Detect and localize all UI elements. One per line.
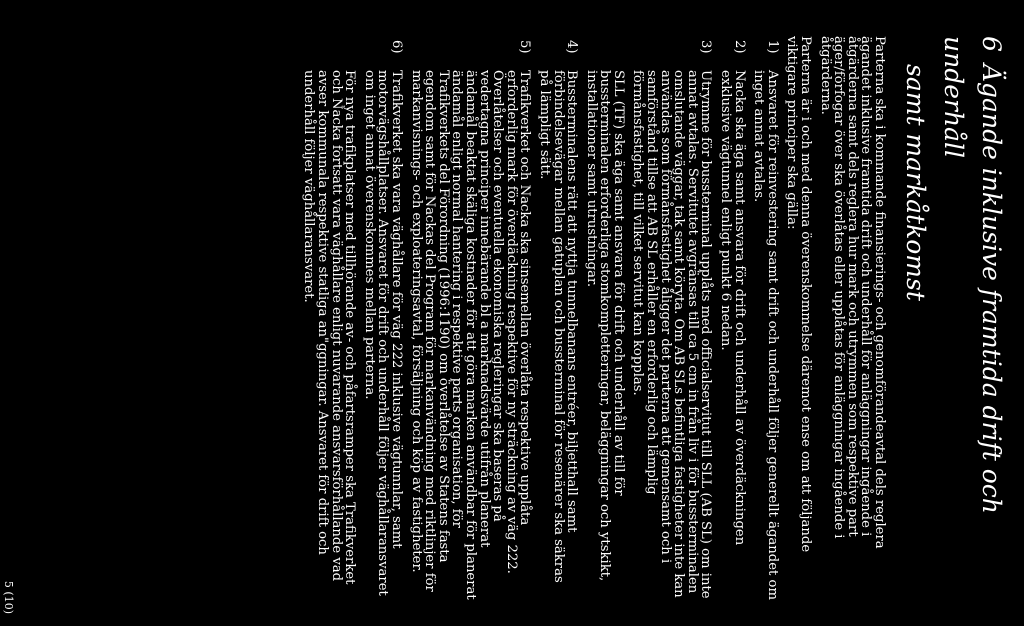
list-item-marker: 6)	[389, 40, 404, 54]
list-item-marker: 1)	[764, 40, 780, 54]
list-item	[752, 36, 779, 600]
list-item-paragraph: Bussterminalens rätt att nyttja tunnelbanans entréer, biljetthall samt förbindelsevägar mellan gatuplan och bussterminal för resenärer ska säkras på lämpligt sätt.	[536, 70, 580, 583]
list-item-marker: 2)	[731, 40, 747, 54]
list-item-marker: 4)	[564, 40, 580, 54]
list-item	[718, 36, 745, 600]
list-item-marker: 5)	[517, 40, 533, 54]
list-item-marker: 3)	[698, 40, 714, 54]
list-item-paragraph: SLL (TF) ska äga samt ansvara för drift och underhåll av till för bussterminalen erforderliga stomkompletteringar, beläggningar och ytskikt, installationer samt utrustningar.	[583, 70, 626, 582]
section-number: 6	[977, 36, 1006, 52]
principles-intro-paragraph: Parterna är i och med denna överenskommelse däremot ense om att följande viktigare principer ska gälla:	[784, 36, 814, 553]
section-heading	[896, 36, 1010, 600]
principles-list	[302, 36, 779, 600]
page-number: 5 (10)	[2, 580, 15, 614]
list-item-paragraph: Utrymme för bussterminal upplåts med officialservitut till SLL (AB SL) om inte annat avtalas. Servitutet avgränsas till ca 5 cm in från liv i för bussterminalen omslutande väggar, tak samt köryta. Om AB SLs befintliga fastigheter inte kan användas som förmånsfastighet åligger det parterna att gemensamt och i samförstånd tillse att AB SL erhåller en erforderlig och lämplig förmånsfastighet, till vilket servitut kan kopplas.	[630, 70, 714, 599]
list-item-paragraph: Trafikverket och Nacka ska sinsemellan överlåta respektive upplåta erforderlig mark för överdäckning respektive för ny sträckning av väg 222. Överlåtelser och eventuella ekonomiska regleringar ska baseras på vedertagna principer innebärande bl a marknadsvärde utifrån planerat ändamål beaktat skäliga kostnader för att göra marken användbar för planerat ändamål enligt normal hantering i respektive parts organisation, för Trafikverkets del Förordning (1996:1190) om överlåtelse av Statens fasta egendom samt för Nackas del Program för markanvändning med riktlinjer för markanvisnings- och exploateringsavtal, försäljning och köp av fastigheter.	[408, 70, 533, 600]
section-heading-line1: Ägande inklusive framtida drift och underhåll	[939, 36, 1006, 514]
list-item-paragraph: Nacka ska äga samt ansvara för drift och underhåll av överdäckningen exklusive vägtunnel enligt punkt 6 nedan.	[718, 70, 747, 546]
list-item	[584, 36, 712, 600]
list-item	[537, 36, 578, 600]
list-item	[302, 36, 403, 600]
list-item-paragraph: Trafikverket ska vara väghållare för väg 222 inklusive vägtunnlar, samt motorvägshållplatser. Ansvaret för drift och underhåll följer väghållaransvaret om inget annat överenskommes mellan parterna.	[361, 70, 404, 596]
list-item	[409, 36, 531, 600]
intro-paragraph: Parterna ska i kommande finansierings- och genomförandeavtal dels reglera ägandet inklusive framtida drift och underhåll för anläggningar ingående i åtgärderna samt dels reglera hur mark och utrymmen som respektive part äger/förfogar över ska överlåtas eller upplåtas för anläggningar ingående i åtgärderna.	[817, 36, 887, 549]
list-item-paragraph: För nya trafikplatser med tillhörande av- och påfartsramper ska Trafikverket och Nacka fortsatt vara väghållare enligt nuvarande ansvarsförhållande vad avser kommunala respektive statliga an"ggningar. Ansvaret för drift och underhåll följer väghållaransvaret.	[301, 70, 358, 585]
section-heading-line2: samt markåtkomst	[901, 64, 930, 301]
list-item-paragraph: Ansvaret för reinvestering samt drift och underhåll följer generellt ägandet om inget annat avtalas.	[751, 70, 780, 600]
